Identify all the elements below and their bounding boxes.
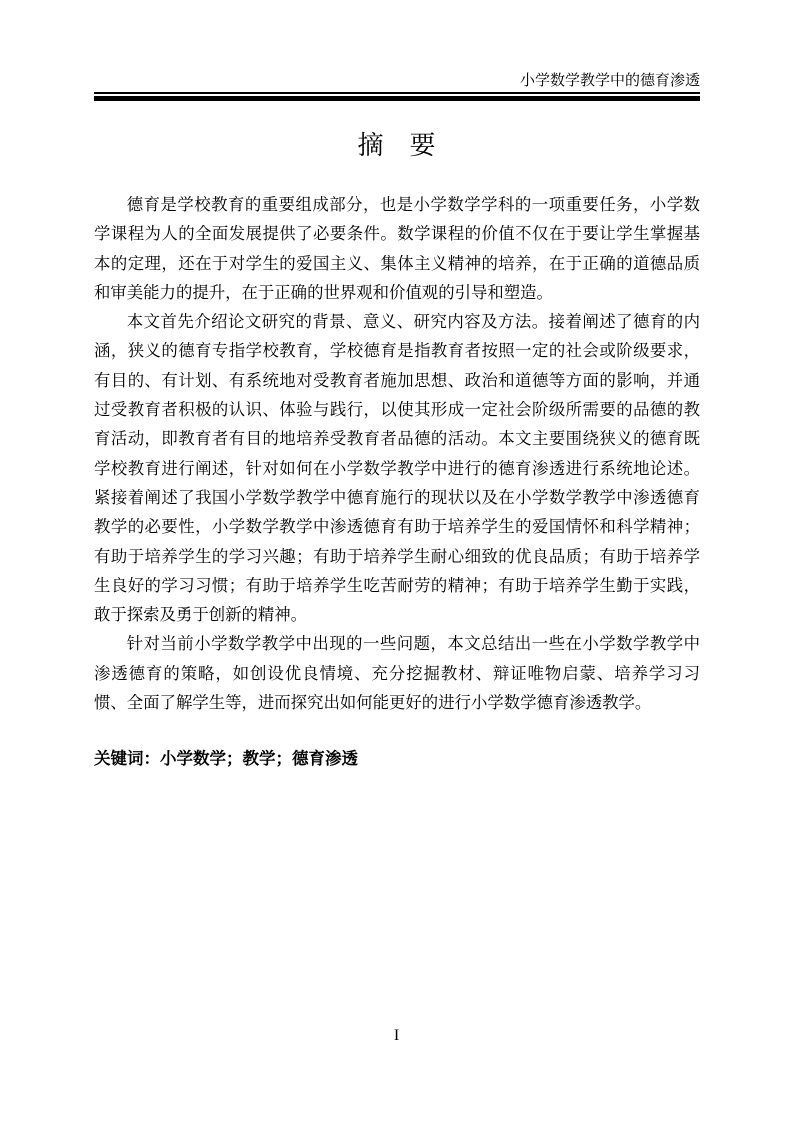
page-number: I xyxy=(393,1027,400,1044)
abstract-paragraph-2: 本文首先介绍论文研究的背景、意义、研究内容及方法。接着阐述了德育的内涵，狭义的德育专指学校教育，学校德育是指教育者按照一定的社会或阶级要求，有目的、有计划、有系统地对受教育者施加思想、政治和道德等方面的影响，并通过受教育者积极的认识、体验与践行，以使其形成一定社会阶级所需要的品德的教育活动，即教育者有目的地培养受教育者品德的活动。本文主要围绕狭义的德育既学校教育进行阐述，针对如何在小学数学教学中进行的德育渗透进行系统地论述。紧接着阐述了我国小学数学教学中德育施行的现状以及在小学数学教学中渗透德育教学的必要性，小学数学教学中渗透德育有助于培养学生的爱国情怀和科学精神；有助于培养学生的学习兴趣；有助于培养学生耐心细致的优良品质；有助于培养学生良好的学习习惯；有助于培养学生吃苦耐劳的精神；有助于培养学生勤于实践，敢于探索及勇于创新的精神。 xyxy=(94,312,700,625)
running-header xyxy=(94,72,700,91)
running-title: 小学数学教学中的德育渗透 xyxy=(519,73,700,89)
keywords-label: 关键词： xyxy=(94,750,160,768)
abstract-body xyxy=(94,190,700,717)
abstract-paragraph-3: 针对当前小学数学教学中出现的一些问题，本文总结出一些在小学数学教学中渗透德育的策略，如创设优良情境、充分挖掘教材、辩证唯物启蒙、培养学习习惯、全面了解学生等，进而探究出如何能更好的进行小学数学德育渗透教学。 xyxy=(94,634,700,713)
header-rule-divider xyxy=(94,92,700,101)
keywords-line xyxy=(94,747,700,771)
abstract-paragraph-1: 德育是学校教育的重要组成部分，也是小学数学学科的一项重要任务，小学数学课程为人的全面发展提供了必要条件。数学课程的价值不仅在于要让学生掌握基本的定理，还在于对学生的爱国主义、集体主义精神的培养，在于正确的道德品质和审美能力的提升，在于正确的世界观和价值观的引导和塑造。 xyxy=(94,195,700,302)
keywords-value: 小学数学；教学；德育渗透 xyxy=(160,750,358,768)
page-title: 摘 要 xyxy=(357,130,436,160)
